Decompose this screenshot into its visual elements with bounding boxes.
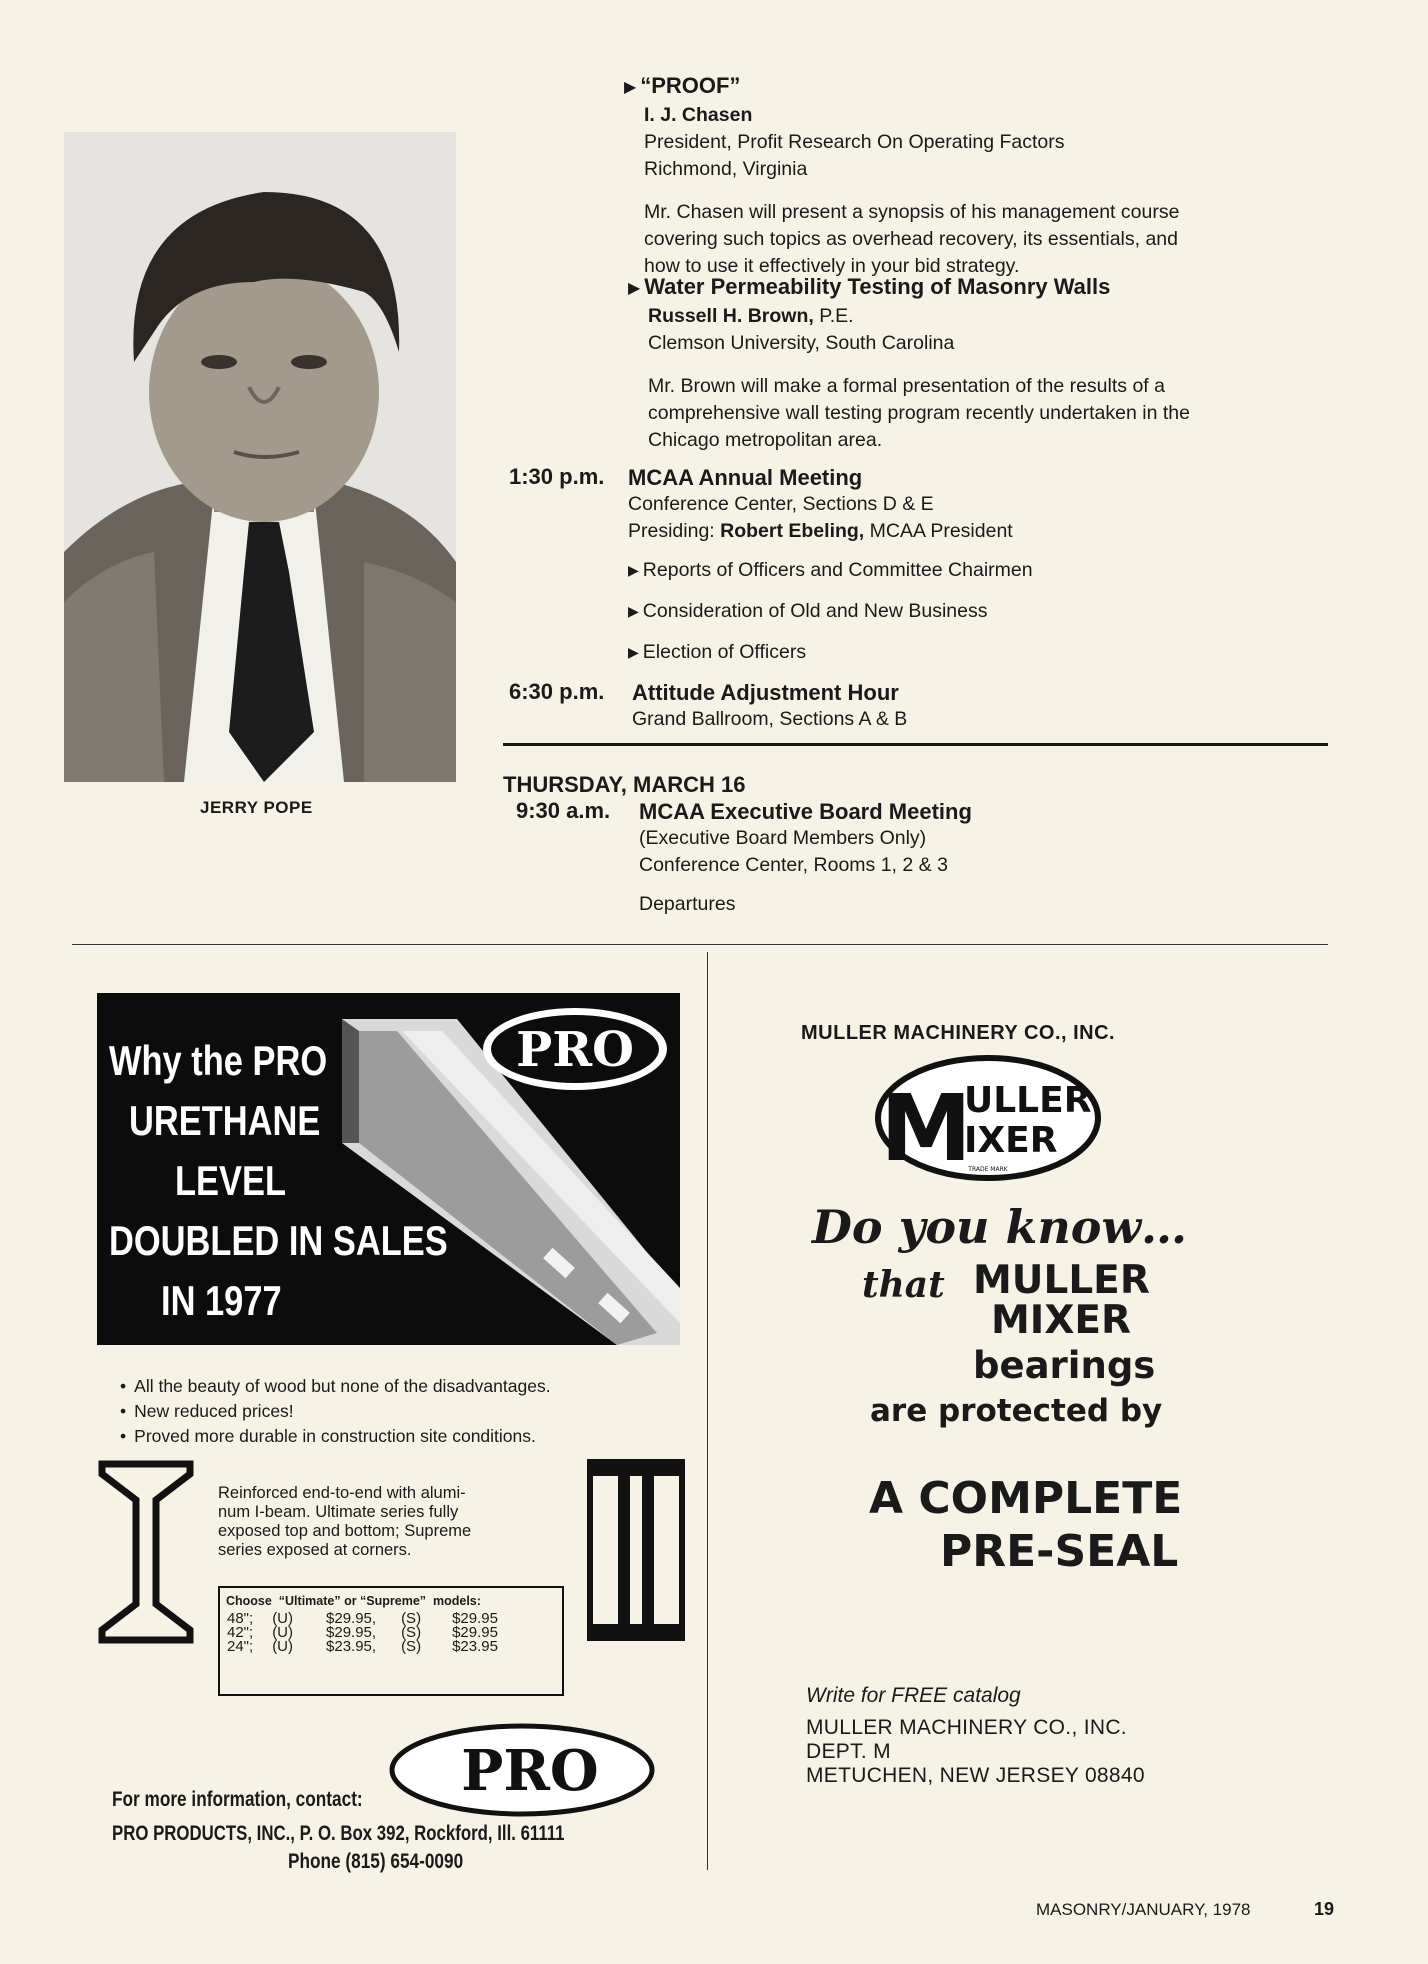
pro-phone: Phone (815) 654-0090 xyxy=(288,1850,464,1873)
footer-journal: MASONRY/JANUARY, 1978 xyxy=(1036,1900,1251,1919)
thursday-time: 9:30 a.m. xyxy=(516,798,611,823)
thursday-session xyxy=(639,798,1319,918)
page-number: 19 xyxy=(1314,1899,1335,1919)
proof-affil2: Richmond, Virginia xyxy=(644,158,808,180)
size: 42"; xyxy=(227,1624,254,1641)
proof-session xyxy=(624,72,1324,280)
annual-session xyxy=(628,464,1328,667)
section-divider xyxy=(503,743,1328,746)
thursday-location: Conference Center, Rooms 1, 2 & 3 xyxy=(639,854,948,876)
water-desc-line: Chicago metropolitan area. xyxy=(648,429,883,451)
bearings-word: bearings xyxy=(973,1344,1156,1387)
ultimate-price: $29.95, xyxy=(326,1624,377,1641)
photo-caption: JERRY POPE xyxy=(200,798,313,817)
pro-logo-text: PRO xyxy=(461,1738,599,1804)
logo-m: M xyxy=(880,1075,972,1182)
contact-label-wrap xyxy=(112,1788,418,1812)
supreme-tag: (S) xyxy=(401,1638,422,1655)
ibeam-line: exposed top and bottom; Supreme xyxy=(218,1522,472,1540)
i-beam-section-icon xyxy=(586,1458,686,1642)
logo-trademark: TRADE MARK xyxy=(968,1166,1008,1173)
attitude-title: Attitude Adjustment Hour xyxy=(632,680,899,705)
water-desc-line: Mr. Brown will make a formal presentation of the results of a xyxy=(648,375,1165,397)
ultimate-price: $29.95, xyxy=(326,1610,377,1627)
muller-word: MULLER xyxy=(973,1258,1150,1303)
headline-line: URETHANE xyxy=(129,1097,321,1144)
pro-address: PRO PRODUCTS, INC., P. O. Box 392, Rockford, Ill. 61111 xyxy=(112,1822,565,1845)
size: 24"; xyxy=(227,1638,254,1655)
price-table xyxy=(218,1586,564,1696)
portrait-photo xyxy=(64,132,456,782)
headline-line: IN 1977 xyxy=(161,1277,282,1324)
muller-addr-line: METUCHEN, NEW JERSEY 08840 xyxy=(806,1764,1145,1787)
ultimate-tag: (U) xyxy=(272,1610,294,1627)
thursday-note: (Executive Board Members Only) xyxy=(639,827,927,849)
price-header: Choose “Ultimate” or “Supreme” models: xyxy=(226,1594,481,1608)
proof-desc-line: covering such topics as overhead recovery, its essentials, and xyxy=(644,228,1178,250)
annual-presiding-name: Robert Ebeling, xyxy=(720,520,865,542)
water-desc-line: comprehensive wall testing program recently undertaken in the xyxy=(648,402,1190,424)
annual-title: MCAA Annual Meeting xyxy=(628,465,863,490)
pro-bullet: • New reduced prices! xyxy=(120,1399,551,1424)
proof-desc-line: Mr. Chasen will present a synopsis of his management course xyxy=(644,201,1180,223)
that-word: that xyxy=(862,1264,945,1306)
annual-item: ▶ Election of Officers xyxy=(628,639,1328,667)
headline-line: LEVEL xyxy=(175,1157,286,1204)
headline-line: DOUBLED IN SALES xyxy=(109,1217,448,1264)
water-session xyxy=(628,273,1328,454)
water-speaker-suffix: P.E. xyxy=(813,305,854,327)
annual-item: ▶ Reports of Officers and Committee Chairmen xyxy=(628,557,1328,585)
proof-title: ▶ “PROOF” xyxy=(624,72,1324,102)
pro-logo-text: PRO xyxy=(516,1022,634,1078)
supreme-tag: (S) xyxy=(401,1610,422,1627)
annual-time: 1:30 p.m. xyxy=(509,464,605,489)
muller-addr-line: MULLER MACHINERY CO., INC. xyxy=(806,1716,1127,1739)
proof-affil1: President, Profit Research On Operating Factors xyxy=(644,131,1065,153)
attitude-time: 6:30 p.m. xyxy=(509,679,605,704)
water-speaker: Russell H. Brown, xyxy=(648,305,814,327)
ibeam-line: Reinforced end-to-end with alumi- xyxy=(218,1484,466,1502)
muller-addr-line: DEPT. M xyxy=(806,1740,891,1763)
water-affil: Clemson University, South Carolina xyxy=(648,332,955,354)
proof-desc-line: how to use it effectively in your bid strategy. xyxy=(644,255,1020,277)
pro-bullet: • All the beauty of wood but none of the disadvantages. xyxy=(120,1374,551,1399)
pro-headline xyxy=(109,1031,522,1331)
price-row xyxy=(222,1640,503,1654)
ultimate-tag: (U) xyxy=(272,1638,294,1655)
do-you-know: Do you know… xyxy=(812,1200,1188,1254)
headline-line: Why the PRO xyxy=(109,1037,328,1084)
supreme-price: $29.95 xyxy=(452,1610,498,1627)
pre-seal: PRE-SEAL xyxy=(940,1526,1179,1577)
write-catalog: Write for FREE catalog xyxy=(806,1684,1021,1707)
ibeam-line: num I-beam. Ultimate series fully xyxy=(218,1503,459,1521)
supreme-price: $23.95 xyxy=(452,1638,498,1655)
annual-presiding-suffix: MCAA President xyxy=(864,520,1013,542)
logo-bottom: IXER xyxy=(964,1120,1058,1161)
annual-location: Conference Center, Sections D & E xyxy=(628,493,934,515)
ultimate-price: $23.95, xyxy=(326,1638,377,1655)
pro-address-wrap xyxy=(112,1822,678,1846)
contact-label: For more information, contact: xyxy=(112,1788,363,1811)
annual-presiding-prefix: Presiding: xyxy=(628,520,721,542)
ultimate-tag: (U) xyxy=(272,1624,294,1641)
ibeam-description xyxy=(218,1484,566,1560)
mixer-word: MIXER xyxy=(991,1298,1132,1343)
portrait-illustration xyxy=(64,132,456,782)
thursday-day: THURSDAY, MARCH 16 xyxy=(503,772,746,797)
a-complete: A COMPLETE xyxy=(869,1473,1183,1524)
pro-bullet: • Proved more durable in construction site conditions. xyxy=(120,1424,551,1449)
proof-speaker: I. J. Chasen xyxy=(644,104,753,126)
muller-company: MULLER MACHINERY CO., INC. xyxy=(801,1022,1116,1044)
pro-bullets xyxy=(120,1374,551,1449)
i-beam-profile-icon xyxy=(98,1460,194,1644)
supreme-tag: (S) xyxy=(401,1624,422,1641)
size: 48"; xyxy=(227,1610,254,1627)
ad-divider xyxy=(72,944,1328,945)
muller-address xyxy=(806,1716,1145,1788)
thursday-title: MCAA Executive Board Meeting xyxy=(639,799,972,824)
ibeam-line: series exposed at corners. xyxy=(218,1541,412,1559)
attitude-location: Grand Ballroom, Sections A & B xyxy=(632,708,908,730)
protected-by: are protected by xyxy=(870,1393,1163,1429)
muller-mixer-logo xyxy=(872,1052,1104,1184)
price-rows xyxy=(222,1612,503,1654)
logo-top: ULLER xyxy=(964,1080,1092,1121)
supreme-price: $29.95 xyxy=(452,1624,498,1641)
water-title: ▶ Water Permeability Testing of Masonry Walls xyxy=(628,273,1328,303)
attitude-session xyxy=(632,679,1332,733)
ad-column-divider xyxy=(707,952,708,1870)
pro-logo xyxy=(388,1722,656,1818)
pro-phone-wrap xyxy=(288,1850,502,1874)
departures: Departures xyxy=(639,893,736,915)
annual-item: ▶ Consideration of Old and New Business xyxy=(628,598,1328,626)
pro-ad-banner xyxy=(97,993,680,1345)
